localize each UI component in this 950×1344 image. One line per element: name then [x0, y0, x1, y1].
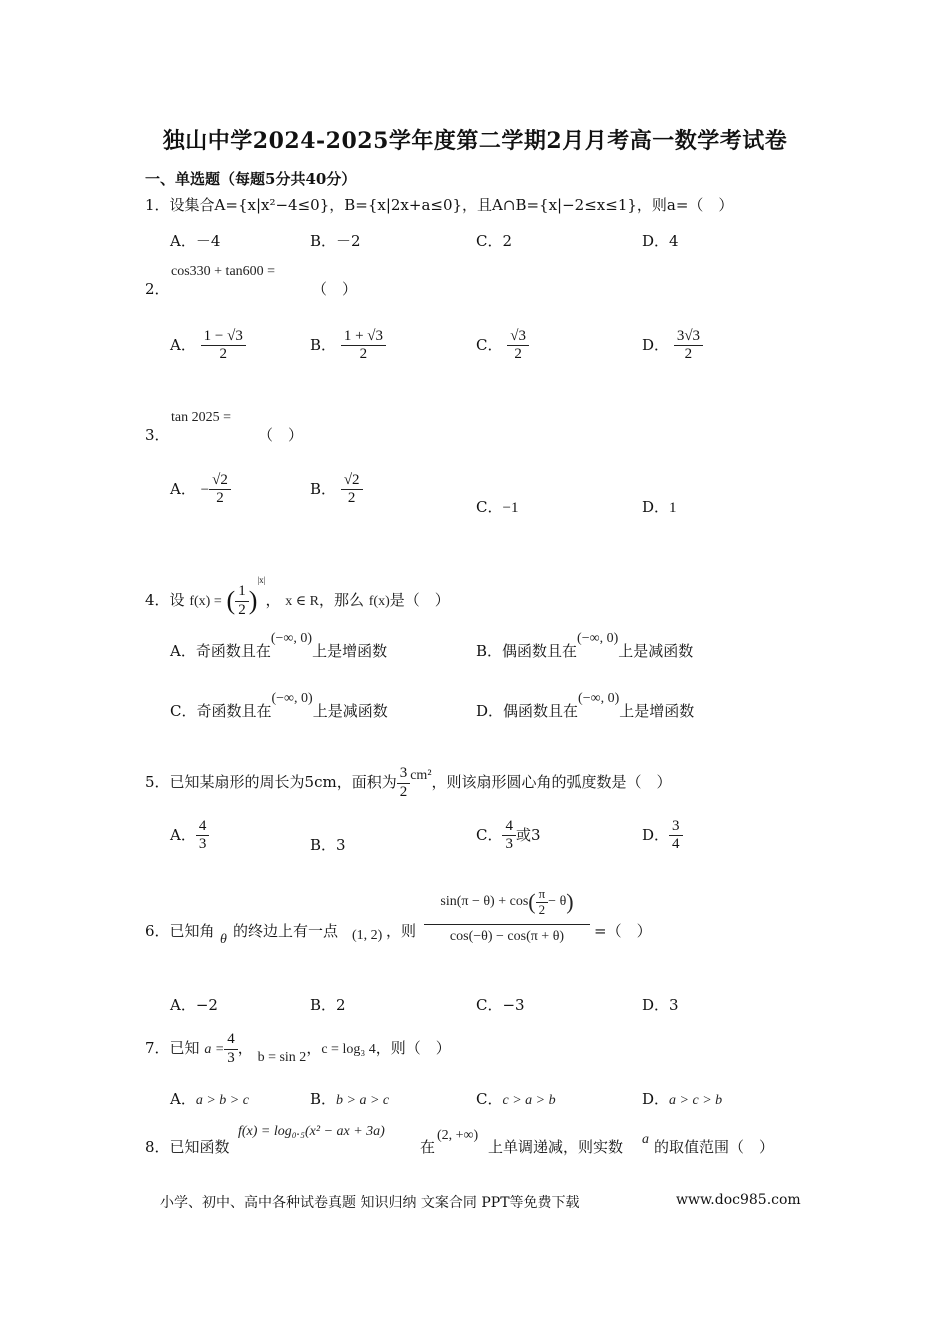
option-fraction: $\frac{1 - √3}{2}$	[201, 328, 246, 364]
q5-option-d	[642, 818, 683, 854]
q4-option-b	[476, 631, 694, 661]
option-label: D．	[642, 1090, 670, 1108]
page-title: 独山中学2024-2025学年度第二学期2月月考高一数学考试卷	[162, 128, 788, 154]
option-value: b > a > c	[336, 1093, 390, 1108]
question-5	[145, 760, 672, 806]
option-fraction: $\frac{4}{3}$	[196, 818, 210, 854]
option-label: C．	[170, 702, 197, 720]
option-value: −1	[502, 500, 519, 516]
question-tail-a: ，那么	[318, 591, 364, 609]
question-6-lead	[145, 920, 215, 941]
option-value: 3	[336, 836, 346, 854]
q1-option-d: D．4	[642, 232, 679, 250]
question-number: 1．	[145, 196, 170, 214]
fraction-numerator: sin(π − θ) + cos( $\frac{\pi}{2}$ − θ)	[424, 880, 590, 925]
section-heading: 一、单选题（每题5分共40分）	[145, 170, 357, 188]
variable-a: a	[642, 1132, 649, 1147]
q2-option-a	[170, 328, 246, 364]
option-label: C．	[476, 498, 503, 516]
footer-url[interactable]: www.doc985.com	[676, 1192, 801, 1208]
point-coords: (1, 2)	[352, 928, 383, 943]
q7-option-d	[642, 1088, 722, 1109]
option-fraction: $\frac{4}{3}$	[502, 818, 516, 854]
option-label: B．	[310, 335, 337, 354]
fraction-denominator: cos(−θ) − cos(π + θ)	[449, 929, 565, 944]
option-label: B．	[310, 1090, 337, 1108]
question-number: 6．	[145, 922, 170, 940]
question-stem-a: 已知函数	[169, 1138, 230, 1156]
option-label: D．	[642, 498, 670, 516]
area-fraction: $\frac{3}{2}$	[397, 765, 411, 801]
question-2-number: 2．	[145, 280, 170, 298]
interval: (−∞, 0)	[577, 631, 619, 646]
option-label: C．	[476, 825, 503, 844]
question-8-stem-b: 在	[420, 1138, 436, 1156]
option-value: 1	[669, 500, 677, 516]
q3-option-d	[642, 496, 677, 517]
q7-option-c	[476, 1088, 556, 1109]
option-suffix: 或3	[515, 825, 541, 844]
q6-option-a: A．−2	[170, 996, 218, 1014]
option-label: A．	[170, 335, 196, 354]
option-sign: −	[200, 481, 210, 498]
option-fraction: $\frac{√3}{2}$	[507, 328, 529, 364]
question-3-expr: tan 2025 =	[171, 410, 231, 425]
question-2-expr: cos330 + tan600 =	[171, 264, 276, 279]
interval: (2, +∞)	[437, 1128, 479, 1143]
q6-option-b: B．2	[310, 996, 346, 1014]
c-definition: c = log₃ 4	[321, 1042, 376, 1057]
question-stem: 设集合A={x|x²−4≤0}，B={x|2x+a≤0}，且A∩B={x|−2≤x≤1}，则a=（ ）	[169, 196, 734, 214]
q7-option-b	[310, 1088, 389, 1109]
area-unit: cm²	[410, 768, 432, 783]
interval: (−∞, 0)	[270, 631, 313, 646]
a-fraction: $\frac{4}{3}$	[224, 1031, 238, 1067]
left-paren: (	[226, 586, 236, 615]
option-label: B．	[310, 479, 337, 498]
question-number: 4．	[145, 591, 170, 609]
question-stem-b: ，则（ ）	[375, 1039, 451, 1057]
q5-option-c	[476, 818, 541, 854]
option-label: C．	[476, 1090, 503, 1108]
q3-option-b	[310, 472, 363, 508]
option-text: 偶函数且在	[503, 702, 579, 720]
option-text: 上是减函数	[618, 642, 694, 660]
q1-option-a: A．－4	[170, 232, 221, 250]
question-2-paren: （ ）	[312, 280, 358, 298]
interval: (−∞, 0)	[271, 691, 313, 706]
option-text: 上是增函数	[312, 642, 388, 660]
option-fraction: $\frac{√2}{2}$	[209, 472, 231, 508]
q2-option-c	[476, 328, 529, 364]
question-stem-a: 已知	[169, 1039, 200, 1057]
q5-option-a	[170, 818, 209, 854]
option-text: 奇函数且在	[195, 642, 271, 660]
option-text: 上是增函数	[619, 702, 695, 720]
question-number: 5．	[145, 773, 170, 791]
right-paren: )	[248, 586, 258, 615]
interval: (−∞, 0)	[578, 691, 620, 706]
question-7: 7．已知 a = $\frac{4}{3}$ ， b = sin 2，c = log₃ 4，则（ ）	[145, 1031, 451, 1066]
q5-option-b	[310, 834, 346, 855]
option-label: B．	[310, 836, 337, 854]
q7-option-a	[170, 1088, 249, 1109]
a-definition: a =	[204, 1042, 225, 1057]
q4-option-d	[476, 691, 695, 721]
question-8-stem-d: 的取值范围（ ）	[654, 1138, 775, 1156]
question-stem-b: ，则该扇形圆心角的弧度数是（ ）	[431, 773, 672, 791]
option-text: 上是减函数	[312, 702, 388, 720]
q4-option-c	[170, 691, 388, 721]
question-lead: 设	[169, 591, 185, 609]
theta-symbol: θ	[220, 932, 227, 947]
question-6-stem-d: =（ ）	[594, 922, 652, 940]
question-6-stem-b: 的终边上有一点	[233, 922, 339, 940]
option-label: D．	[476, 702, 504, 720]
option-text: 奇函数且在	[196, 702, 272, 720]
option-fraction: $\frac{3√3}{2}$	[674, 328, 703, 364]
q3-option-c	[476, 496, 518, 517]
option-label: D．	[642, 335, 670, 354]
question-8-stem-c: 上单调递减，则实数	[488, 1138, 624, 1156]
q2-option-b	[310, 328, 386, 364]
option-label: A．	[170, 1090, 196, 1108]
option-label: C．	[476, 335, 503, 354]
q4-option-a	[170, 631, 388, 661]
question-4: 4．设 f(x) = ( $\frac{1}{2}$ )$^{|x|}$， x ∈ R，那么 f(x)是（ ）	[145, 575, 450, 618]
option-fraction: $\frac{1 + √3}{2}$	[341, 328, 386, 364]
domain: x ∈ R	[285, 594, 319, 609]
option-value: a > b > c	[195, 1093, 249, 1108]
question-number: 8．	[145, 1138, 170, 1156]
question-8-lead	[145, 1136, 230, 1157]
base-fraction: $\frac{1}{2}$	[235, 583, 249, 619]
q2-option-d	[642, 328, 703, 364]
option-value: a > c > b	[669, 1093, 723, 1108]
footer-text: 小学、初中、高中各种试卷真题 知识归纳 文案合同 PPT等免费下载	[160, 1195, 580, 1211]
option-fraction: $\frac{√2}{2}$	[341, 472, 363, 508]
q1-option-b: B．－2	[310, 232, 361, 250]
function-def: f(x) = log₀.₅(x² − ax + 3a)	[238, 1124, 385, 1139]
question-number: 7．	[145, 1039, 170, 1057]
q6-option-d: D．3	[642, 996, 679, 1014]
question-1	[145, 194, 733, 215]
question-stem-a: 已知角	[169, 922, 215, 940]
option-value: c > a > b	[502, 1093, 556, 1108]
q3-option-a	[170, 472, 231, 508]
function-def: f(x) =	[189, 594, 222, 609]
option-label: A．	[170, 642, 196, 660]
question-stem-a: 已知某扇形的周长为5cm，面积为	[169, 773, 397, 791]
q6-option-c: C．−3	[476, 996, 525, 1014]
question-6-stem-c: ，则	[386, 922, 417, 940]
q1-option-c: C．2	[476, 232, 513, 250]
option-label: B．	[476, 642, 503, 660]
question-tail-b: 是（ ）	[389, 591, 450, 609]
question-3-number: 3．	[145, 426, 170, 444]
trig-fraction	[424, 880, 590, 945]
option-label: D．	[642, 825, 670, 844]
option-label: A．	[170, 479, 196, 498]
exponent: |x|	[257, 575, 266, 585]
question-3-paren: （ ）	[258, 426, 304, 444]
b-definition: b = sin 2	[257, 1050, 307, 1065]
option-fraction: $\frac{3}{4}$	[669, 818, 683, 854]
function-ref: f(x)	[368, 594, 390, 609]
option-text: 偶函数且在	[502, 642, 578, 660]
option-label: A．	[170, 825, 196, 844]
